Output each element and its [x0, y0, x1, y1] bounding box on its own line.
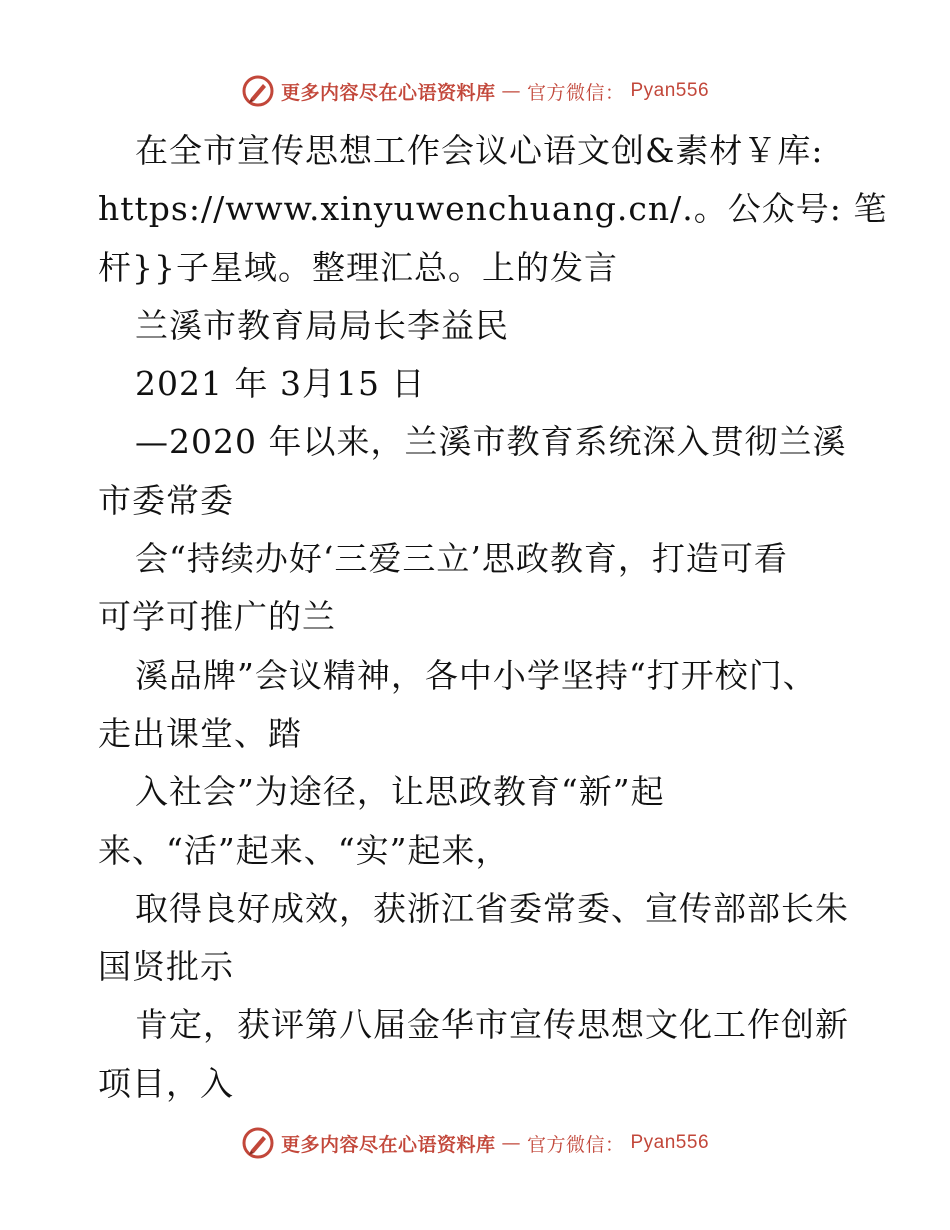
watermark-text: 更多内容尽在心语资料库	[280, 1133, 496, 1156]
text-line: 来、“活”起来、“实”起来，	[98, 830, 510, 870]
text-line: 走出课堂、踏	[98, 713, 302, 753]
text-line: 取得良好成效，获浙江省委常委、宣传部部长朱	[135, 888, 849, 928]
text-line: 肯定，获评第八届金华市宣传思想文化工作创新	[135, 1005, 849, 1045]
text-line: 国贤批示	[98, 947, 234, 987]
text-line: 可学可推广的兰	[98, 597, 336, 637]
watermark-wechat-id: Pyan556	[630, 1132, 710, 1153]
author-line: 兰溪市教育局局长李益民	[135, 305, 509, 345]
text-line: 会“持续办好‘三爱三立’思政教育，打造可看	[135, 539, 788, 579]
watermark-separator: —	[501, 1132, 521, 1154]
pen-logo-icon	[241, 1126, 275, 1160]
watermark-header	[0, 74, 950, 108]
text-line: 入社会”为途径，让思政教育“新”起	[135, 772, 665, 812]
watermark-footer	[0, 1126, 950, 1160]
document-body	[98, 122, 888, 1113]
pen-logo-icon	[241, 74, 275, 108]
watermark-wechat-label: 官方微信：	[526, 81, 625, 104]
text-line: 项目，入	[98, 1063, 234, 1103]
watermark-separator: —	[501, 80, 521, 102]
text-line: 杆}}子星域。整理汇总。上的发言	[98, 247, 618, 287]
watermark-wechat-id: Pyan556	[630, 80, 710, 101]
text-line: 在全市宣传思想工作会议心语文创&素材￥库:	[135, 131, 824, 170]
text-line: 溪品牌”会议精神，各中小学坚持“打开校门、	[135, 655, 817, 695]
text-line: —2020 年以来，兰溪市教育系统深入贯彻兰溪	[135, 422, 847, 462]
watermark-text: 更多内容尽在心语资料库	[280, 81, 496, 104]
watermark-wechat-label: 官方微信：	[526, 1133, 625, 1156]
date-line: 2021 年 3月15 日	[135, 364, 426, 404]
text-line: 市委常委	[98, 480, 234, 520]
text-line: https://www.xinyuwenchuang.cn/.。公众号: 笔	[98, 189, 888, 229]
